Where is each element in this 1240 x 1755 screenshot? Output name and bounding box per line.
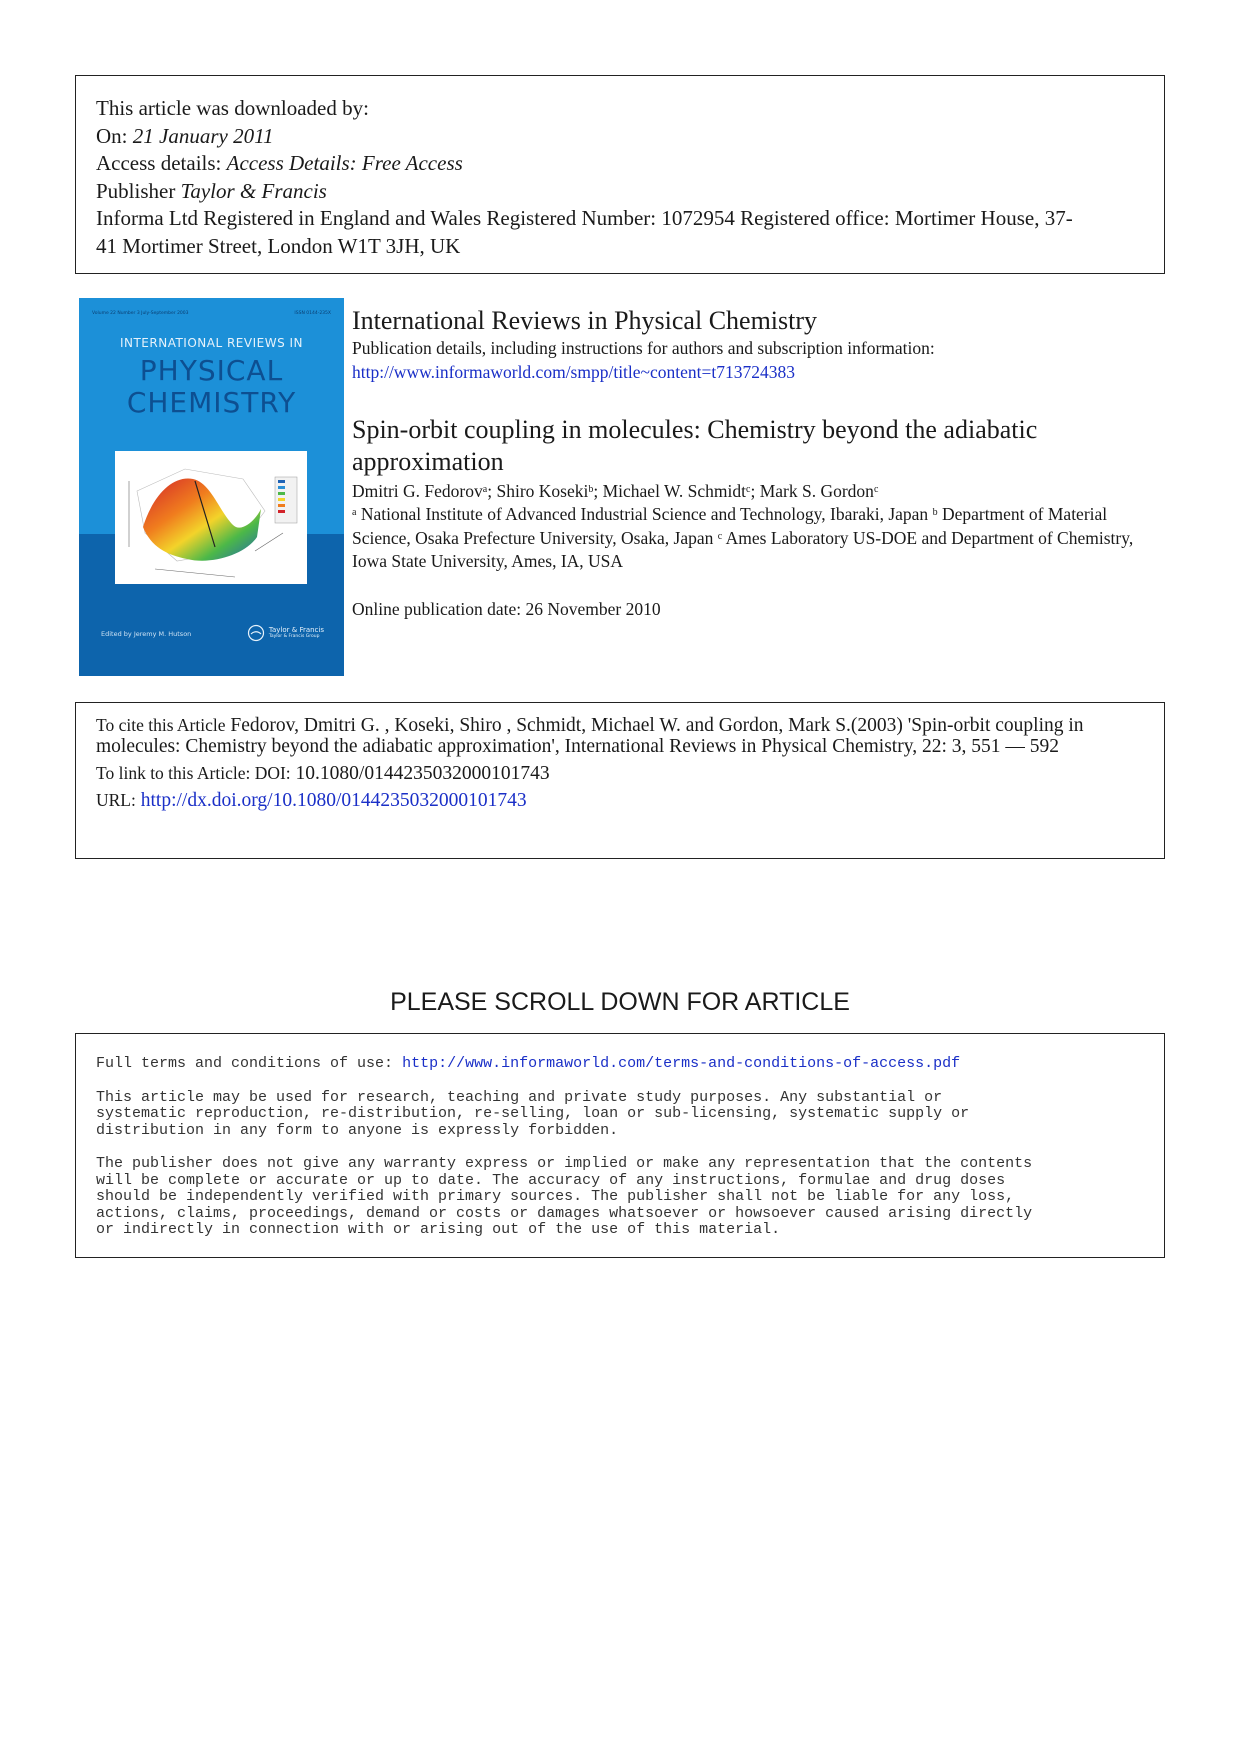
author-name: Shiro Koseki xyxy=(496,481,589,501)
publisher-label: Publisher xyxy=(96,178,176,203)
author-separator: ; xyxy=(593,481,603,501)
terms-paragraph-1: This article may be used for research, teaching and private study purposes. Any substantial or systematic reproduction, re-distribution, re-selling, loan or sub-licensing, systematic supply or distribution in any form to anyone is expressly forbidden. xyxy=(96,1088,970,1139)
author-affil-mark: a xyxy=(482,484,488,495)
cover-surface-plot xyxy=(115,451,307,584)
affil-mark: c xyxy=(717,530,723,542)
author-separator: ; xyxy=(750,481,760,501)
affiliation-text: National Institute of Advanced Industrial Science and Technology, Ibaraki, Japan xyxy=(356,504,933,524)
author-list xyxy=(352,480,1162,503)
informa-line-2: 41 Mortimer Street, London W1T 3JH, UK xyxy=(96,233,461,258)
access-value: Access Details: Free Access xyxy=(226,151,463,175)
author-affil-mark: b xyxy=(588,484,594,495)
cover-topline xyxy=(92,311,331,316)
online-publication-date: Online publication date: 26 November 2010 xyxy=(352,598,661,619)
publication-details: Publication details, including instructions for authors and subscription information: xyxy=(352,338,935,358)
cite-label: To cite this Article xyxy=(96,715,226,735)
scroll-notice: PLEASE SCROLL DOWN FOR ARTICLE xyxy=(390,988,850,1016)
doi-url-link[interactable]: http://dx.doi.org/10.1080/0144235032000101743 xyxy=(140,790,527,811)
article-info xyxy=(352,306,1162,621)
terms-paragraph-2: The publisher does not give any warranty express or implied or make any representation that the contents will be complete or accurate or up to date. The accuracy of any instructions, formulae and drug doses should be independently verified with primary sources. The publisher shall not be liable for any loss, actions, claims, proceedings, demand or costs or damages whatsoever or howsoever caused arising directly or indirectly in connection with or arising out of the use of this material. xyxy=(96,1155,1033,1238)
cover-publisher-name: Taylor & Francis xyxy=(268,626,324,634)
doi-value: 10.1080/0144235032000101743 xyxy=(295,763,550,784)
cover-publisher-group: Taylor & Francis Group xyxy=(268,634,320,639)
url-row xyxy=(96,790,1144,811)
cover-publisher-logo xyxy=(247,624,324,642)
on-label: On: xyxy=(96,123,128,148)
journal-cover xyxy=(79,298,344,676)
url-label: URL: xyxy=(96,790,136,810)
cite-text: Fedorov, Dmitri G. , Koseki, Shiro , Schmidt, Michael W. and Gordon, Mark S.(2003) 'Spin-orbit coupling in molecules: Chemistry beyond the adiabatic approximation', International Reviews in Physical Chemistry, 22: 3, 551 — 592 xyxy=(96,715,1084,757)
cover-volume: Volume 22 Number 3 July-September 2003 xyxy=(92,311,189,316)
author-affil-mark: c xyxy=(873,484,879,495)
cover-line-1: INTERNATIONAL REVIEWS IN xyxy=(119,336,304,350)
doi-label: To link to this Article: DOI: xyxy=(96,763,291,783)
affil-mark: b xyxy=(932,507,938,518)
author-separator: ; xyxy=(487,481,497,501)
informa-line-1: Informa Ltd Registered in England and Wales Registered Number: 1072954 Registered office: Mortimer House, 37- xyxy=(96,206,1073,230)
affil-mark: a xyxy=(352,507,357,518)
download-info-box xyxy=(75,75,1165,274)
download-date: 21 January 2011 xyxy=(132,123,274,148)
doi-row xyxy=(96,763,1144,784)
article-title: Spin-orbit coupling in molecules: Chemistry beyond the adiabatic approximation xyxy=(352,415,1038,476)
author-name: Michael W. Schmidt xyxy=(602,481,746,501)
taylor-francis-logo-icon xyxy=(247,624,265,642)
author-name: Mark S. Gordon xyxy=(759,481,874,501)
cite-block xyxy=(96,715,1144,757)
downloaded-by: This article was downloaded by: xyxy=(96,96,369,120)
affiliations xyxy=(352,503,1162,574)
access-label: Access details: xyxy=(96,151,222,175)
cover-editor: Edited by Jeremy M. Hutson xyxy=(101,630,192,638)
journal-title: International Reviews in Physical Chemistry xyxy=(352,306,818,335)
citation-box xyxy=(75,702,1165,859)
cover-issn: ISSN 0144-235X xyxy=(294,311,331,316)
affiliation-text: Department of Material Science, Osaka Prefecture University, Osaka, Japan xyxy=(352,504,1108,548)
author-affil-mark: c xyxy=(746,484,751,495)
journal-url-link[interactable]: http://www.informaworld.com/smpp/title~content=t713724383 xyxy=(352,362,796,382)
author-name: Dmitri G. Fedorov xyxy=(352,481,483,501)
affiliation-text: Ames Laboratory US-DOE and Department of Chemistry, Iowa State University, Ames, IA, USA xyxy=(352,527,1134,571)
cover-line-3: CHEMISTRY xyxy=(126,386,297,419)
terms-line xyxy=(96,1056,1144,1073)
terms-box xyxy=(75,1033,1165,1258)
cover-line-2: PHYSICAL xyxy=(139,354,284,387)
terms-label: Full terms and conditions of use: xyxy=(96,1055,394,1072)
publisher-value: Taylor & Francis xyxy=(180,178,327,203)
terms-url-link[interactable]: http://www.informaworld.com/terms-and-conditions-of-access.pdf xyxy=(402,1055,961,1072)
